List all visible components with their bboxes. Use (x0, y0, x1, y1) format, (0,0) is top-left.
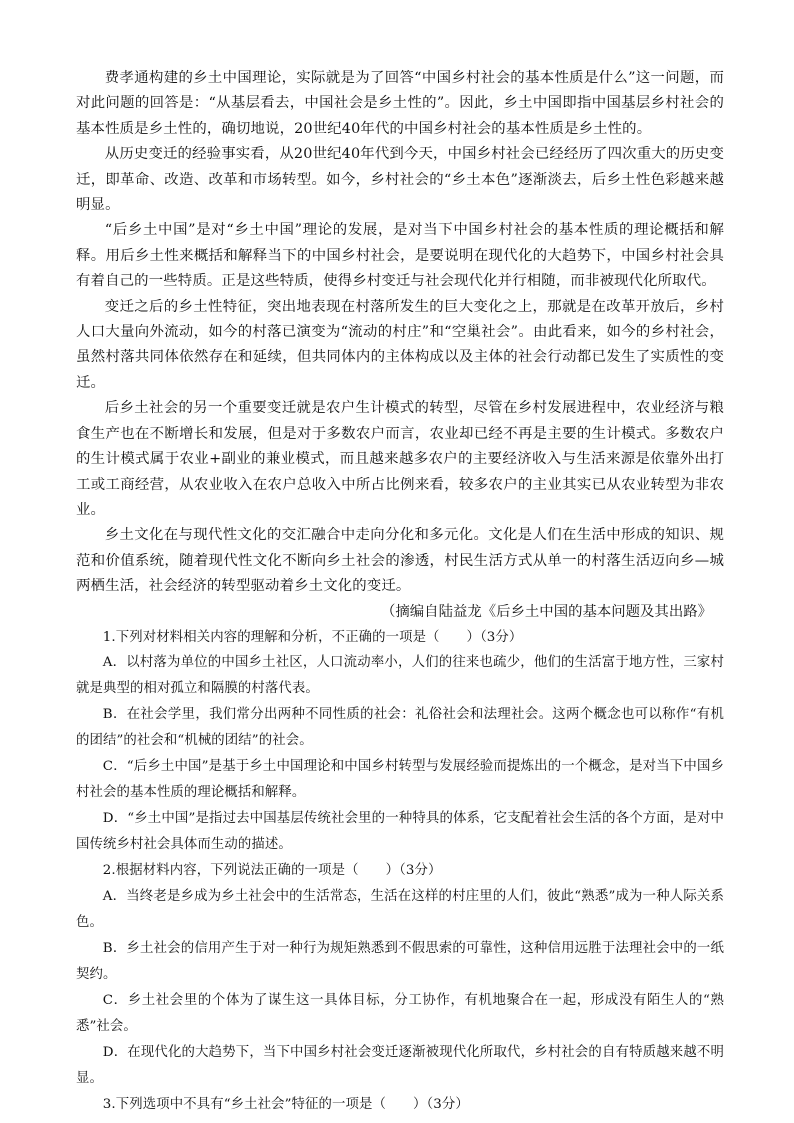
passage-source: （摘编自陆益龙《后乡土中国的基本问题及其出路》 (381, 603, 712, 620)
passage (76, 66, 724, 625)
question-stem: 2.根据材料内容，下列说法正确的一项是（ ）（3分） (102, 863, 442, 879)
question-option: B．在社会学里，我们常分出两种不同性质的社会：礼俗社会和法理社会。这两个概念也可以称作“有机的团结”的社会和“机械的团结”的社会。 (76, 707, 724, 749)
question-stem: 1.下列对材料相关内容的理解和分析，不正确的一项是（ ）（3分） (102, 629, 523, 645)
question-stem: 3.下列选项中不具有“乡土社会”特征的一项是（ ）（3分） (102, 1096, 469, 1112)
question-option: D．“乡土中国”是指过去中国基层传统社会里的一种特具的体系，它支配着社会生活的各个方面，是对中国传统乡村社会具体而生动的描述。 (76, 811, 724, 853)
question-option: A．当终老是乡成为乡土社会中的生活常态，生活在这样的村庄里的人们，彼此“熟悉”成为一种人际关系色。 (76, 888, 724, 930)
question-3 (76, 1092, 724, 1117)
passage-paragraph: 变迁之后的乡土性特征，突出地表现在村落所发生的巨大变化之上，那就是在改革开放后，乡村人口大量向外流动，如今的村落已演变为“流动的村庄”和“空巢社会”。由此看来，如今的乡村社会，虽然村落共同体依然存在和延续，但共同体内的主体构成以及主体的社会行动都已发生了实质性的变迁。 (76, 298, 724, 391)
question-option: B．乡土社会的信用产生于对一种行为规矩熟悉到不假思索的可靠性，这种信用远胜于法理社会中的一纸契约。 (76, 940, 724, 982)
passage-paragraph: 乡土文化在与现代性文化的交汇融合中走向分化和多元化。文化是人们在生活中形成的知识、规范和价值系统，随着现代性文化不断向乡土社会的渗透，村民生活方式从单一的村落生活迈向乡—城两栖生活，社会经济的转型驱动着乡土文化的变迁。 (76, 527, 724, 595)
passage-paragraph: 后乡土社会的另一个重要变迁就是农户生计模式的转型，尽管在乡村发展进程中，农业经济与粮食生产也在不断增长和发展，但是对于多数农户而言，农业却已经不再是主要的生计模式。多数农户的生计模式属于农业+副业的兼业模式，而且越来越多农户的主要经济收入与生活来源是依靠外出打工或工商经营，从农业收入在农户总收入中所占比例来看，较多农户的主业其实已从农业转型为非农业。 (76, 400, 724, 518)
question-option: C．“后乡土中国”是基于乡土中国理论和中国乡村转型与发展经验而提炼出的一个概念，是对当下中国乡村社会的基本性质的理论概括和解释。 (76, 759, 724, 801)
question-option: A．以村落为单位的中国乡土社区，人口流动率小，人们的往来也疏少，他们的生活富于地方性，三家村就是典型的相对孤立和隔膜的村落代表。 (76, 655, 724, 697)
document-page (76, 66, 724, 1117)
passage-paragraph: “后乡土中国”是对“乡土中国”理论的发展，是对当下中国乡村社会的基本性质的理论概括和解释。用后乡土性来概括和解释当下的中国乡村社会，是要说明在现代化的大趋势下，中国乡村社会具有着自己的一些特质。正是这些特质，使得乡村变迁与社会现代化并行相随，而非被现代化所取代。 (76, 222, 724, 290)
question-1 (76, 625, 724, 858)
question-2 (76, 858, 724, 1091)
question-option: C．乡土社会里的个体为了谋生这一具体目标，分工协作，有机地聚合在一起，形成没有陌生人的“熟悉”社会。 (76, 992, 724, 1034)
passage-paragraph: 费孝通构建的乡土中国理论，实际就是为了回答“中国乡村社会的基本性质是什么”这一问题，而对此问题的回答是：“从基层看去，中国社会是乡土性的”。因此，乡土中国即指中国基层乡村社会的基本性质是乡土性的，确切地说，20世纪40年代的中国乡村社会的基本性质是乡土性的。 (76, 70, 724, 137)
passage-paragraph: 从历史变迁的经验事实看，从20世纪40年代到今天，中国乡村社会已经经历了四次重大的历史变迁，即革命、改造、改革和市场转型。如今，乡村社会的“乡土本色”逐渐淡去，后乡土性色彩越来越明显。 (76, 146, 724, 214)
question-option: D．在现代化的大趋势下，当下中国乡村社会变迁逐渐被现代化所取代，乡村社会的自有特质越来越不明显。 (76, 1044, 724, 1086)
